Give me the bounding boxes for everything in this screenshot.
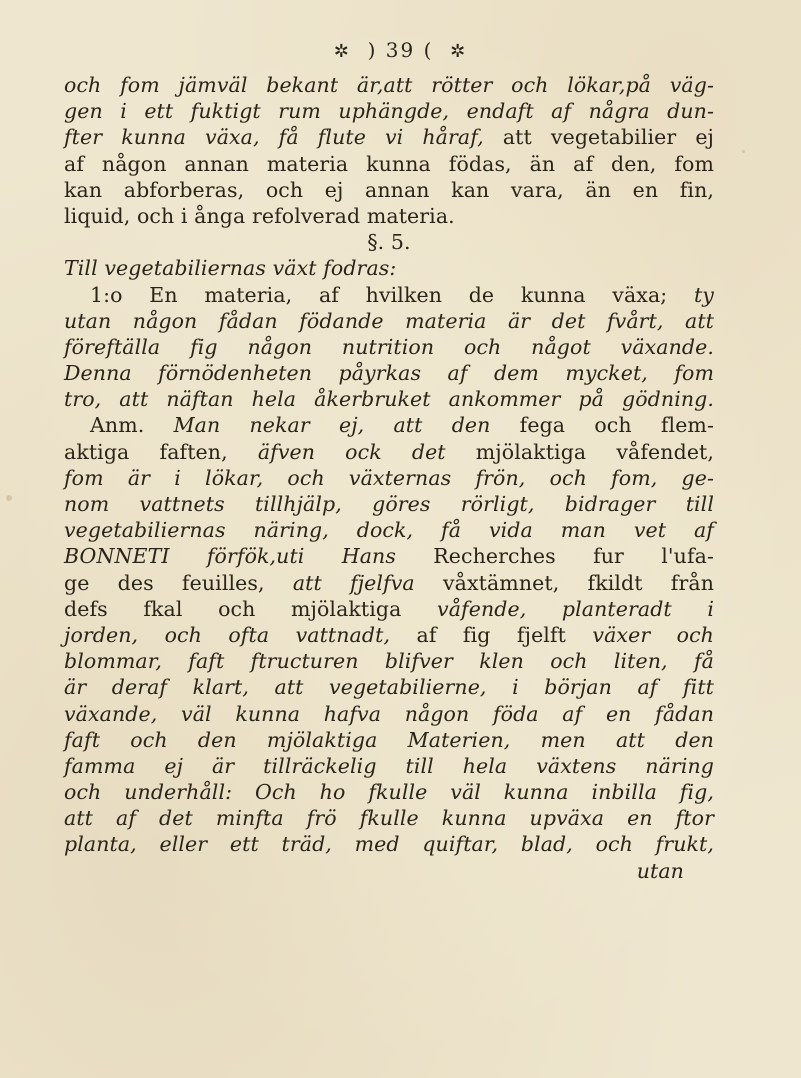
italic-segment: planta, eller ett träd, med quiftar, blad, och frukt, xyxy=(64,832,714,857)
text-line xyxy=(64,229,714,255)
text-line xyxy=(64,674,714,700)
text-line xyxy=(64,334,714,360)
italic-segment: äfven ock det xyxy=(257,439,446,464)
text-line xyxy=(64,570,714,596)
text-line xyxy=(64,98,714,124)
text-line xyxy=(64,701,714,727)
roman-segment: Recherches fur l'ufa- xyxy=(395,544,714,569)
text-line xyxy=(64,465,714,491)
italic-segment: växer och xyxy=(592,622,714,647)
text-line xyxy=(64,779,714,805)
roman-segment: aktiga faften, xyxy=(64,439,258,464)
text-line xyxy=(64,753,714,779)
italic-segment: blommar, faft ftructuren blifver klen och liten, få xyxy=(64,649,714,674)
text-line xyxy=(64,831,714,857)
text-line xyxy=(64,412,714,438)
text-line xyxy=(64,517,714,543)
page-header xyxy=(0,38,801,62)
roman-segment: af någon annan materia kunna födas, än af den, fom xyxy=(64,151,714,176)
roman-segment: fega och flem- xyxy=(490,413,714,438)
italic-segment: tro, att näftan hela åkerbruket ankommer på gödning. xyxy=(64,387,714,412)
text-line xyxy=(64,386,714,412)
paper-stain xyxy=(742,150,745,153)
roman-segment: Anm. xyxy=(90,413,174,438)
text-line xyxy=(64,491,714,517)
italic-segment: nom vattnets tillhjälp, göres rörligt, bidrager till xyxy=(64,492,714,516)
italic-segment: Man nekar ej, att den xyxy=(173,413,491,438)
text-line xyxy=(64,805,714,831)
text-line xyxy=(64,596,714,622)
italic-segment: ty xyxy=(693,282,714,307)
text-line xyxy=(64,177,714,203)
roman-segment: våxtämnet, fkildt från xyxy=(414,570,715,595)
italic-segment: växande, väl kunna hafva någon föda af en fådan xyxy=(64,701,714,726)
roman-segment: mjölaktiga våfendet, xyxy=(445,439,714,464)
roman-segment: af fig fjelft xyxy=(390,622,593,647)
text-line xyxy=(64,124,714,150)
text-line xyxy=(64,648,714,674)
star-ornament-left-icon: ✲ xyxy=(333,41,351,62)
roman-segment: 1:o En materia, af hvilken de kunna växa; xyxy=(90,282,694,307)
text-line xyxy=(64,203,714,229)
italic-segment: fter kunna växa, få flute vi håraf, xyxy=(64,125,484,150)
text-line xyxy=(64,727,714,753)
italic-segment: och underhåll: Och ho fkulle väl kunna inbilla fig, xyxy=(64,780,714,805)
italic-segment: vegetabiliernas näring, dock, få vida man vet af xyxy=(64,518,714,543)
star-ornament-right-icon: ✲ xyxy=(450,41,468,62)
italic-segment: våfende, planteradt i xyxy=(437,596,714,621)
italic-segment: gen i ett fuktigt rum uphängde, endaft af några dun- xyxy=(64,99,714,124)
roman-segment: att vegetabilier ej xyxy=(483,125,715,150)
italic-segment: utan någon fådan födande materia är det fvårt, att xyxy=(64,308,714,333)
text-line xyxy=(64,282,714,308)
italic-segment: utan xyxy=(636,858,684,883)
italic-segment: att fjelfva xyxy=(292,570,415,595)
roman-segment: §. 5. xyxy=(367,230,411,255)
italic-segment: att af det minfta frö fkulle kunna upväxa en ftor xyxy=(64,806,714,831)
text-line xyxy=(64,360,714,386)
roman-segment: defs fkal och mjölaktiga xyxy=(64,596,438,621)
italic-segment: fom är i lökar, och växternas frön, och fom, ge- xyxy=(64,465,714,490)
text-line xyxy=(64,255,714,281)
paper-stain xyxy=(6,495,12,501)
italic-segment: jorden, och ofta vattnadt, xyxy=(64,622,391,647)
italic-segment: föreftälla fig någon nutrition och något växande. xyxy=(64,334,714,359)
italic-segment: är deraf klart, att vegetabilierne, i början af fitt xyxy=(64,675,714,700)
text-line xyxy=(64,439,714,465)
text-line xyxy=(64,151,714,177)
roman-segment: liquid, och i ånga refolverad materia. xyxy=(64,203,455,228)
text-line xyxy=(64,622,714,648)
italic-segment: och fom jämväl bekant är,att rötter och lökar,på väg- xyxy=(64,73,714,97)
text-line xyxy=(64,858,714,884)
page-number: ) 39 ( xyxy=(367,38,434,62)
text-line xyxy=(64,72,714,98)
italic-segment: famma ej är tillräckelig till hela växtens näring xyxy=(64,753,714,778)
roman-segment: ge des feuilles, xyxy=(64,570,293,595)
italic-segment: BONNETI förfök,uti Hans xyxy=(64,544,396,569)
italic-segment: Till vegetabiliernas växt fodras: xyxy=(64,256,397,281)
text-line xyxy=(64,308,714,334)
text-line xyxy=(64,543,714,569)
body-text xyxy=(64,72,714,884)
roman-segment: kan abforberas, och ej annan kan vara, än en fin, xyxy=(64,177,714,202)
italic-segment: faft och den mjölaktiga Materien, men att den xyxy=(64,727,714,752)
italic-segment: Denna förnödenheten påyrkas af dem mycket, fom xyxy=(64,361,714,386)
